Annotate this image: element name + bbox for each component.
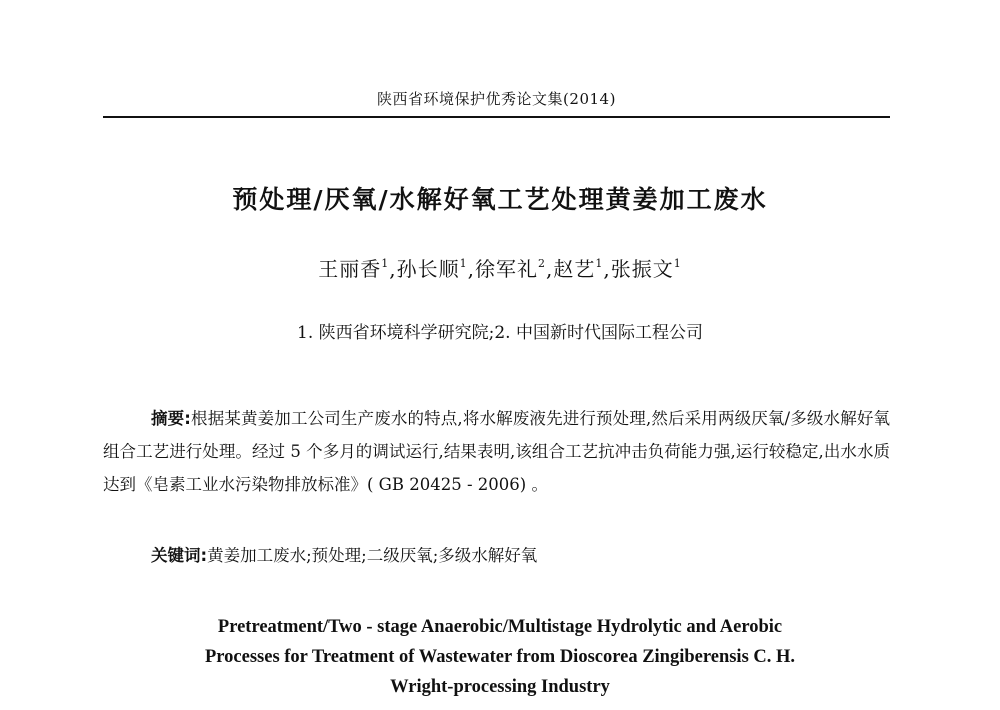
author-affiliation-mark: 1	[595, 257, 604, 270]
abstract-text: 根据某黄姜加工公司生产废水的特点,将水解废液先进行预处理,然后采用两级厌氧/多级水解好氧组合工艺进行处理。经过 5 个多月的调试运行,结果表明,该组合工艺抗冲击负荷能力强,运行较稳定,出水水质达到《皂素工业水污染物排放标准》( GB 20425 - 2006) 。	[103, 409, 890, 494]
english-title-line: Pretreatment/Two - stage Anaerobic/Multistage Hydrolytic and Aerobic	[217, 617, 783, 637]
author-affiliation-mark: 1	[381, 257, 390, 270]
author-separator: ,	[467, 257, 475, 281]
author-name: 张振文	[610, 257, 674, 281]
author-separator: ,	[603, 257, 611, 281]
keywords-label: 关键词:	[151, 546, 208, 565]
author-affiliation-mark: 1	[673, 257, 682, 270]
author-list	[0, 253, 1000, 282]
author-affiliation-mark: 1	[459, 257, 468, 270]
affiliations: 1. 陕西省环境科学研究院;2. 中国新时代国际工程公司	[297, 323, 703, 343]
english-title-line: Processes for Treatment of Wastewater from Dioscorea Zingiberensis C. H.	[204, 647, 796, 667]
author-separator: ,	[546, 257, 554, 281]
header-rule	[103, 116, 890, 118]
author-name: 孙长顺	[396, 257, 460, 281]
author-name: 赵艺	[553, 257, 596, 281]
running-head: 陕西省环境保护优秀论文集(2014)	[377, 90, 616, 108]
keywords	[151, 542, 537, 566]
author-separator: ,	[389, 257, 397, 281]
paper-title: 预处理/厌氧/水解好氧工艺处理黄姜加工废水	[232, 185, 768, 214]
keywords-text: 黄姜加工废水;预处理;二级厌氧;多级水解好氧	[207, 546, 538, 565]
english-title-line: Wright-processing Industry	[390, 677, 610, 697]
author-name: 徐军礼	[475, 257, 538, 281]
author-affiliation-mark: 2	[538, 257, 546, 270]
english-title	[120, 612, 880, 702]
abstract-label: 摘要:	[151, 409, 191, 428]
author-name: 王丽香	[318, 257, 382, 281]
abstract	[103, 402, 890, 501]
